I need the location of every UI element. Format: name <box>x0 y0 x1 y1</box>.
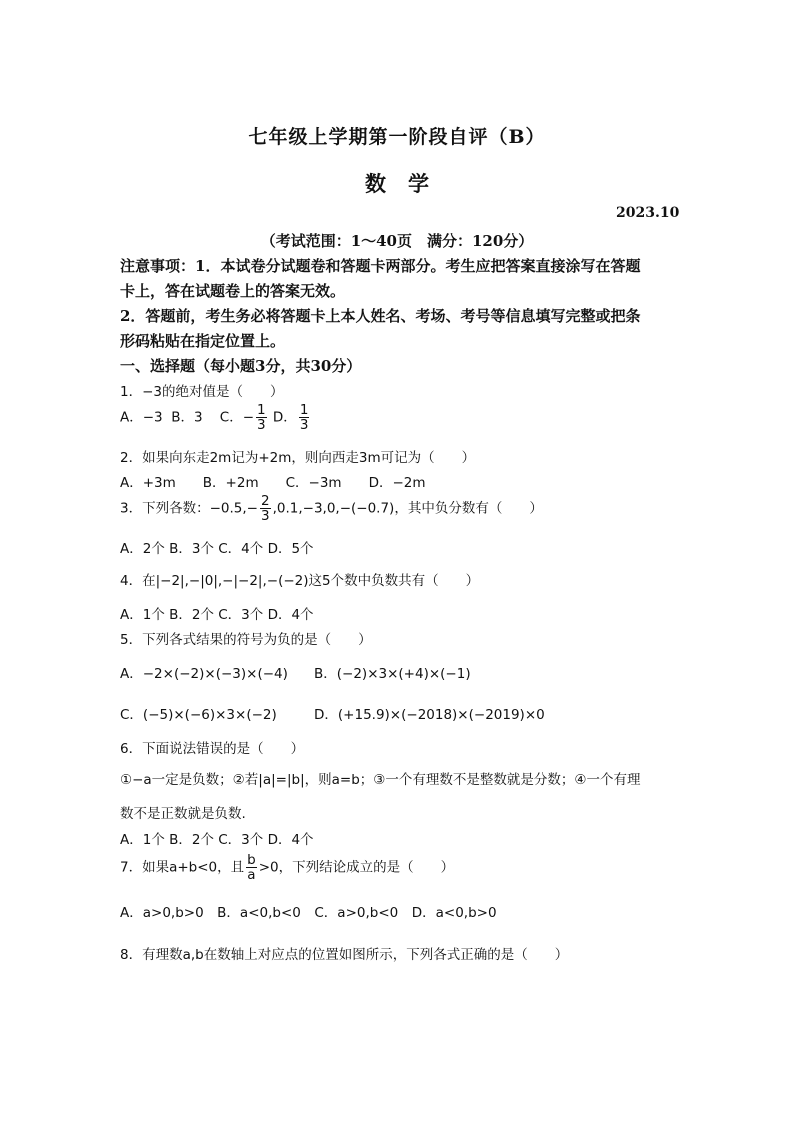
notes-line-3: 2．答题前，考生务必将答题卡上本人姓名、考场、考号等信息填写完整或把条 <box>120 307 641 325</box>
q3-fraction: $\frac{2}{3}$ <box>260 493 270 525</box>
notes-line-4: 形码粘贴在指定位置上。 <box>120 332 286 350</box>
q5-option-d: D．(+15.9)×(−2018)×(−2019)×0 <box>314 707 545 723</box>
exam-date: 2023.10 <box>616 205 680 221</box>
q7-fraction: $\frac{b}{a}$ <box>247 852 256 884</box>
notes-line-2: 卡上，答在试题卷上的答案无效。 <box>120 282 346 300</box>
q5-stem: 5．下列各式结果的符号为负的是（ ） <box>120 632 372 648</box>
q6-stem: 6．下面说法错误的是（ ） <box>120 741 305 757</box>
q6-body-line-2: 数不是正数就是负数. <box>120 806 246 822</box>
q1-fraction-c: $\frac{1}{3}$ <box>257 402 266 434</box>
q2-stem: 2．如果向东走2m记为+2m，则向西走3m可记为（ ） <box>120 450 476 466</box>
q3-stem: 3．下列各数：−0.5,− $\frac{2}{3}$ ,0.1,−3,0,−(−0.7)，其中负分数有（ ） <box>120 493 543 525</box>
q1-option-a: A．−3 <box>120 409 163 426</box>
exam-scope: （考试范围：1～40页 满分：120分） <box>260 232 534 250</box>
q7-stem: 7．如果a+b<0，且 $\frac{b}{a}$ >0，下列结论成立的是（ ） <box>120 852 455 884</box>
exam-title: 七年级上学期第一阶段自评（B） <box>248 126 546 148</box>
q8-stem: 8．有理数a,b在数轴上对应点的位置如图所示，下列各式正确的是（ ） <box>120 947 569 963</box>
q5-option-a: A．−2×(−2)×(−3)×(−4) <box>120 666 288 682</box>
q1-option-d: D． <box>272 409 297 426</box>
q3-options: A．2个 B．3个 C．4个 D．5个 <box>120 541 314 557</box>
q1-options <box>120 403 311 432</box>
q2-options: A．+3m B．+2m C．−3m D．−2m <box>120 475 426 491</box>
subject-title: 数学 <box>365 171 451 196</box>
q4-stem: 4．在|−2|,−|0|,−|−2|,−(−2)这5个数中负数共有（ ） <box>120 573 480 589</box>
q1-stem: 1．−3的绝对值是（ ） <box>120 384 284 400</box>
q7-options: A．a>0,b>0 B．a<0,b<0 C．a>0,b<0 D．a<0,b>0 <box>120 905 497 921</box>
q1-option-b: B．3 <box>171 409 203 426</box>
q5-option-c: C．(−5)×(−6)×3×(−2) <box>120 707 277 723</box>
q1-option-c: C．− <box>219 409 255 426</box>
q6-body-line-1: ①−a一定是负数；②若|a|=|b|，则a=b；③一个有理数不是整数就是分数；④一个有理 <box>120 772 641 788</box>
q4-options: A．1个 B．2个 C．3个 D．4个 <box>120 607 314 623</box>
q6-options: A．1个 B．2个 C．3个 D．4个 <box>120 832 314 848</box>
q5-option-b: B．(−2)×3×(+4)×(−1) <box>314 666 471 682</box>
q1-fraction-d: $\frac{1}{3}$ <box>299 402 309 434</box>
section-heading: 一、选择题（每小题3分，共30分） <box>120 357 362 375</box>
notes-line-1: 注意事项：1．本试卷分试题卷和答题卡两部分。考生应把答案直接涂写在答题 <box>120 257 641 275</box>
